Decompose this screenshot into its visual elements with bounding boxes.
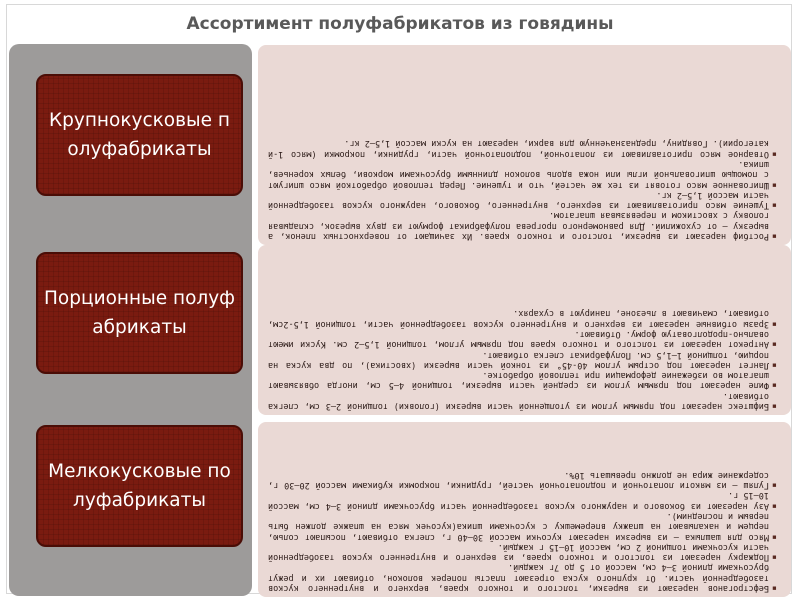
description-panel-small (258, 422, 791, 597)
description-item: ▪ Филе нарезают под прямым углом из средней части вырезки, толщиной 4—5 см, иногда обвязывают шпагатом во избежание деформации при тепловой обработке. (268, 370, 777, 391)
description-item: ▪ Гуляш — из мякоти лопаточной и подлопаточной частей, грудинки, покромки кубиками массой 20—30 г, содержание жира не должно превышать 10%. (268, 469, 777, 490)
description-text (258, 45, 791, 245)
description-item: ▪ Азу нарезают из бокового и наружного кусков тазобедренной части брусочками длиной 3—4 см, массой 10—15 г. (268, 490, 777, 511)
category-small-pieces (36, 425, 243, 547)
description-item: ▪ Отварное мясо приготавливают из лопаточной, подлопаточной части, грудинки, покромки (мясо 1-й категории). Говядину, предназначенную для варки, нарезают на куски массой 1,5—2 кг. (268, 138, 777, 159)
description-panel-portion (258, 245, 791, 415)
category-label: Порционные полуфабрикаты (44, 288, 235, 338)
description-item: ▪ Бефстроганов нарезают из вырезки, толстого и тонкого краев, верхнего и внутреннего кусков тазобедренной части. От крупного куска отрезают пласты поперек волокон, отбивают их и режут брусочками длиной 3—4 см, массой от 5 до 7г каждый. (268, 562, 777, 593)
slide-title: Ассортимент полуфабрикатов из говядины (186, 14, 614, 34)
category-large-pieces (36, 74, 243, 196)
description-item: ▪ Зразы отбивные нарезают из верхнего и внутреннего кусков тазобедренной части, толщиной 1,5-2см, отбивают, смачивают в льезоне, панируют в сухарях. (268, 308, 777, 329)
description-item: ▪ Ростбиф нарезают из вырезки, толстого и тонкого краев. Их зачищают от поверхностных пленок, а вырезку — от сухожилий. Для равномерного прогрева полуфабрикат формуют из двух вырезок, складывая головку с хвостиком и перевязывая шпагатом. (268, 210, 777, 241)
description-item: ▪ Лангет нарезают под острым углом 40-45° из тонкой части вырезки (хвостика), по два куска на порцию, толщиной 1—1,5 см. Полуфабрикат слегка отбивают. (268, 349, 777, 370)
description-item: ▪ Тушение мясо приготавливают из верхнего, внутреннего, бокового, наружного кусков тазобедренной части массой 1,5—2 кг. (268, 190, 777, 211)
category-label: Мелкокусковые полуфабрикаты (48, 461, 231, 511)
category-label: Крупнокусковые полуфабрикаты (49, 110, 230, 160)
description-text (258, 422, 791, 597)
description-item: ▪ Бифштекс нарезают под прямым углом из утолщенной части вырезки (головки) толщиной 2—3 см, слегка отбивают. (268, 390, 777, 411)
description-item: ▪ Антрекот нарезают из толстого и тонкого краев под прямым углом, толщиной 1,5—2 см. Куски имеют овально-продолговатую форму. Отбивают. (268, 329, 777, 350)
description-item: ▪ Шпигованное мясо готовят из тех же частей, что и тушение. Перед тепловой обработкой мясо шпигуют с помощью шпиговальной иглы или ножа вдоль волокон длинными брусочками моркови, белых кореньев, шпика. (268, 159, 777, 190)
description-panel-large (258, 45, 791, 245)
description-item: ▪ Мясо для шашлыка — из вырезки нарезают кусочки массой 30—40 г, слегка отбивают, посыпают солью, перцем и накалывают на шпажку вперемешку с кусочками шпика(кусочек мяса на шпажке должен быть первым и последним). (268, 511, 777, 542)
description-item: ▪ Поджарку нарезают из толстого и тонкого краев, из верхнего и внутреннего кусков тазобедренной части кусочками толщиной 2 см, массой 10—15 г каждый. (268, 542, 777, 563)
category-portion (36, 252, 243, 374)
description-text (258, 245, 791, 415)
